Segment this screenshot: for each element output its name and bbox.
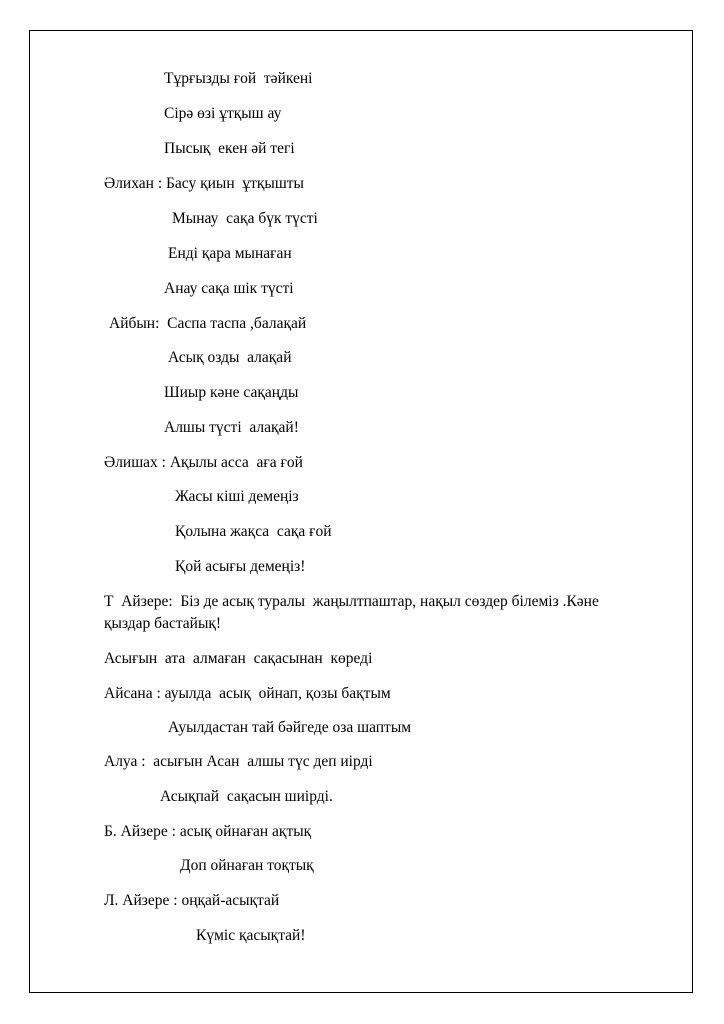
text-line: Жасы кіші демеңіз [175, 488, 299, 505]
text-line: Анау сақа шік түсті [164, 280, 294, 297]
text-line: Енді қара мынаған [168, 245, 292, 262]
text-line: Б. Айзере : асық ойнаған ақтық [104, 823, 312, 840]
text-line: Күміс қасықтай! [196, 927, 306, 944]
text-line: Әлишах : Ақылы асса аға ғой [104, 454, 303, 471]
text-line: Асығын ата алмаған сақасынан көреді [104, 650, 373, 667]
text-line: Асықпай сақасын шиірді. [160, 788, 333, 805]
text-line: Қолына жақса сақа ғой [175, 523, 332, 540]
text-line: Тұрғызды ғой тәйкені [164, 70, 313, 87]
text-line: Л. Айзере : оңқай-асықтай [104, 892, 280, 909]
text-line: Алуа : асығын Асан алшы түс деп иірді [104, 753, 373, 770]
text-line: Ауылдастан тай бәйгеде оза шаптым [168, 719, 412, 736]
text-line: Сірә өзі ұтқыш ау [164, 105, 282, 122]
text-line: Шиыр кәне сақаңды [164, 384, 299, 401]
text-line: Айбын: Саспа таспа ,балақай [109, 315, 307, 332]
text-line: Алшы түсті алақай! [164, 419, 299, 436]
text-line: Әлихан : Басу қиын ұтқышты [104, 175, 304, 192]
text-line: Т Айзере: Біз де асық туралы жаңылтпаштар, нақыл сөздер білеміз .Кәне [104, 593, 599, 610]
text-line: Айсана : ауылда асық ойнап, қозы бақтым [104, 685, 391, 702]
text-line: Мынау сақа бүк түсті [172, 210, 318, 227]
text-line: Пысық екен әй тегі [164, 140, 295, 157]
text-line: Доп ойнаған тоқтық [180, 857, 314, 874]
text-line: Қой асығы демеңіз! [175, 558, 306, 575]
text-line: Асық озды алақай [168, 349, 292, 366]
text-line: қыздар бастайық! [104, 615, 222, 632]
